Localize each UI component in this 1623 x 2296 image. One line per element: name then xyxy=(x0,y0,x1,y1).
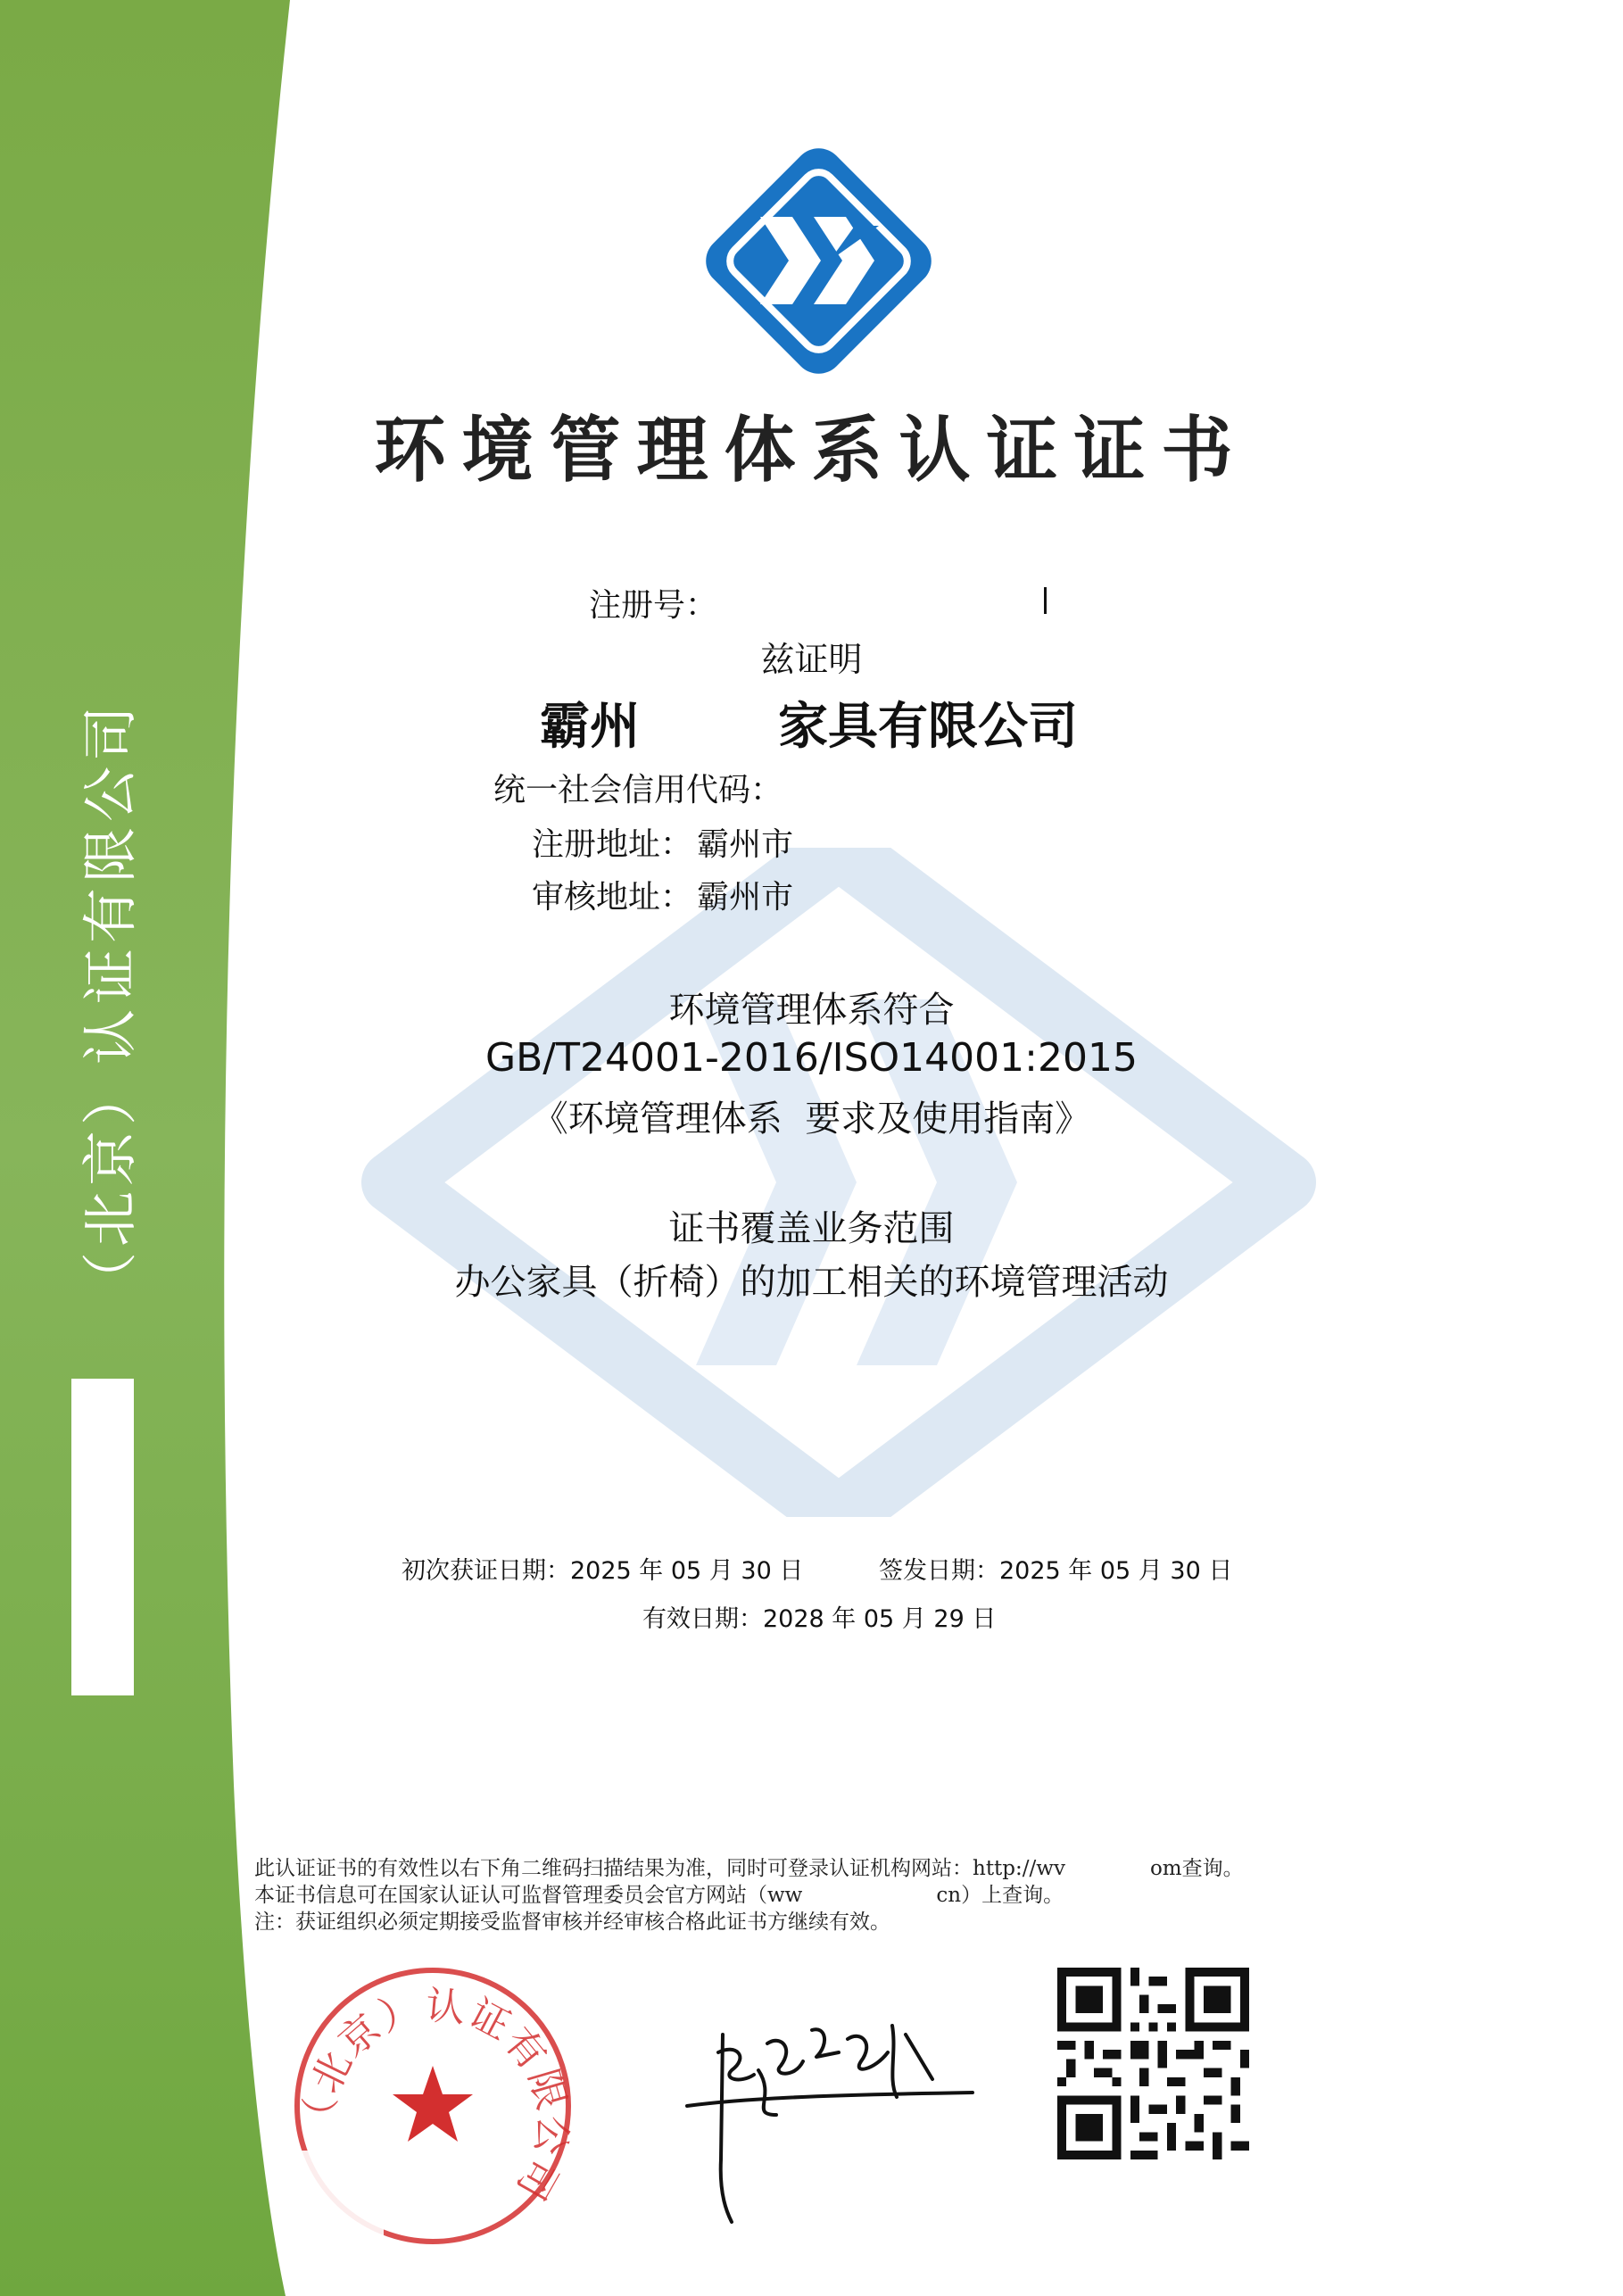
side-org-text: （北京）认证有限公司 xyxy=(78,700,143,1308)
credit-code-label: 统一社会信用代码： xyxy=(493,772,783,808)
issue-label: 签发日期： xyxy=(879,1557,999,1585)
registered-address: 霸州市 xyxy=(697,826,794,863)
registered-address-row xyxy=(532,819,793,865)
company-name-suffix: 家具有限公司 xyxy=(778,698,1078,756)
valid-value: 2028 年 05 月 29 日 xyxy=(763,1605,997,1633)
note-line-1-tail: om查询。 xyxy=(1149,1857,1244,1880)
credit-code-row xyxy=(493,765,783,810)
note-line-1 xyxy=(254,1852,1244,1881)
diamond-x-logo-icon xyxy=(696,138,941,384)
company-name xyxy=(540,687,1164,756)
first-issue-date xyxy=(402,1551,803,1586)
note-line-2 xyxy=(254,1878,1064,1908)
side-redaction xyxy=(71,1379,134,1695)
star-icon xyxy=(393,2066,473,2142)
audit-address-label: 审核地址： xyxy=(532,879,693,916)
audit-address-row xyxy=(532,872,793,917)
scope-text: 办公家具（折椅）的加工相关的环境管理活动 xyxy=(454,1262,1169,1303)
signature-icon xyxy=(669,1981,981,2231)
registration-row xyxy=(589,580,1053,625)
first-issue-label: 初次获证日期： xyxy=(402,1557,570,1585)
seal-text: （北京）认证有限公司 xyxy=(296,1983,576,2209)
note-line-3: 注：获证组织必须定期接受监督审核并经审核合格此证书方继续有效。 xyxy=(254,1911,890,1934)
watermark-logo xyxy=(357,848,1321,1517)
certify-text: 兹证明 xyxy=(760,640,863,679)
valid-date xyxy=(642,1599,996,1634)
conformity-line: 环境管理体系符合 xyxy=(668,990,955,1031)
cursor-mark xyxy=(1044,587,1047,614)
registered-address-label: 注册地址： xyxy=(532,826,693,863)
qr-code-icon xyxy=(1057,1968,1249,2159)
note-line-2-tail: cn）上查询。 xyxy=(936,1884,1064,1907)
scope-heading: 证书覆盖业务范围 xyxy=(668,1208,955,1249)
registration-label: 注册号： xyxy=(589,587,718,624)
seal-stamp xyxy=(286,1959,580,2253)
certificate-title: 环境管理体系认证证书 xyxy=(374,408,1249,492)
audit-address: 霸州市 xyxy=(697,879,794,916)
first-issue-value: 2025 年 05 月 30 日 xyxy=(570,1557,804,1585)
standard-name: 《环境管理体系 要求及使用指南》 xyxy=(532,1098,1091,1140)
side-org-name xyxy=(45,678,152,1704)
note-line-2-text: 本证书信息可在国家认证认可监督管理委员会官方网站（ww xyxy=(254,1884,803,1907)
issue-date xyxy=(879,1551,1232,1586)
company-name-prefix: 霸州 xyxy=(540,698,640,756)
issue-value: 2025 年 05 月 30 日 xyxy=(999,1557,1233,1585)
standard-code: GB/T24001-2016/ISO14001:2015 xyxy=(485,1035,1138,1081)
note-line-1-text: 此认证证书的有效性以右下角二维码扫描结果为准，同时可登录认证机构网站：http://wv xyxy=(254,1857,1065,1880)
valid-label: 有效日期： xyxy=(642,1605,763,1633)
